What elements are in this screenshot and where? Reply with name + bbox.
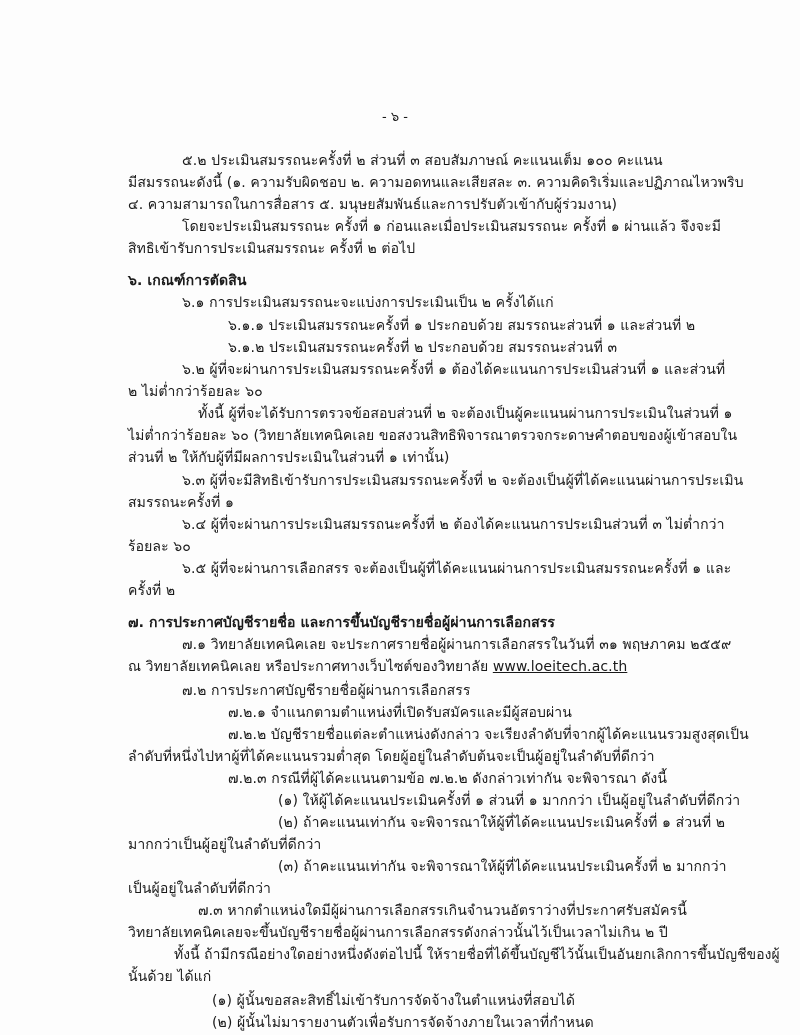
paragraph-line: ๗.๒.๒ บัญชีรายชื่อแต่ละตำแหน่งดังกล่าว จะเรียงลำดับที่จากผู้ได้คะแนนรวมสูงสุดเป็น — [228, 727, 749, 743]
paragraph-line: สมรรถนะครั้งที่ ๑ — [128, 495, 234, 511]
paragraph-line: ๗.๒.๓ กรณีที่ผู้ได้คะแนนตามข้อ ๗.๒.๒ ดังกล่าวเท่ากัน จะพิจารณา ดังนี้ — [228, 771, 668, 787]
website-link[interactable]: www.loeitech.ac.th — [492, 659, 628, 675]
paragraph-line: ไม่ต่ำกว่าร้อยละ ๖๐ (วิทยาลัยเทคนิคเลย ขอสงวนสิทธิพิจารณาตรวจกระดาษคำตอบของผู้เข้าสอบใน — [128, 428, 738, 444]
page-number: - ๖ - — [382, 110, 408, 125]
paragraph-line: ๖.๑.๑ ประเมินสมรรถนะครั้งที่ ๑ ประกอบด้วย สมรรถนะส่วนที่ ๑ และส่วนที่ ๒ — [228, 318, 696, 334]
paragraph-line: วิทยาลัยเทคนิคเลยจะขึ้นบัญชีรายชื่อผู้ผ่านการเลือกสรรดังกล่าวนั้นไว้เป็นเวลาไม่เกิน ๒ ปี — [128, 925, 668, 941]
paragraph-line: ร้อยละ ๖๐ — [128, 539, 191, 555]
paragraph-line: เป็นผู้อยู่ในลำดับที่ดีกว่า — [128, 881, 272, 897]
paragraph-line: (๑) ผู้นั้นขอสละสิทธิ์ไม่เข้ารับการจัดจ้างในตำแหน่งที่สอบได้ — [212, 993, 576, 1009]
paragraph-line: ส่วนที่ ๒ ให้กับผู้ที่มีผลการประเมินในส่วนที่ ๑ เท่านั้น) — [128, 450, 450, 466]
paragraph-line: (๒) ถ้าคะแนนเท่ากัน จะพิจารณาให้ผู้ที่ได้คะแนนประเมินครั้งที่ ๑ ส่วนที่ ๒ — [278, 815, 726, 831]
paragraph-line: โดยจะประเมินสมรรถนะ ครั้งที่ ๑ ก่อนและเมื่อประเมินสมรรถนะ ครั้งที่ ๑ ผ่านแล้ว จึงจะมี — [182, 219, 722, 235]
paragraph-line: ๖.๕ ผู้ที่จะผ่านการเลือกสรร จะต้องเป็นผู้ที่ได้คะแนนผ่านการประเมินสมรรถนะครั้งที่ ๑ และ — [182, 561, 732, 577]
paragraph-line: ๖.๑ การประเมินสมรรถนะจะแบ่งการประเมินเป็น ๒ ครั้งได้แก่ — [182, 295, 554, 311]
paragraph-line: ๗.๓ หากตำแหน่งใดมีผู้ผ่านการเลือกสรรเกินจำนวนอัตราว่างที่ประกาศรับสมัครนี้ — [198, 903, 687, 919]
paragraph-text: ณ วิทยาลัยเทคนิคเลย หรือประกาศทางเว็บไซต์ของวิทยาลัย — [128, 659, 493, 675]
paragraph-line: ทั้งนี้ ถ้ามีกรณีอย่างใดอย่างหนึ่งดังต่อไปนี้ ให้รายชื่อที่ได้ขึ้นบัญชีไว้นั้นเป็นอันยกเลิกการขึ้นบัญชีของผู้ — [174, 947, 780, 963]
paragraph-line: นั้นด้วย ได้แก่ — [128, 969, 212, 985]
paragraph-line: ๖.๓ ผู้ที่จะมีสิทธิเข้ารับการประเมินสมรรถนะครั้งที่ ๒ จะต้องเป็นผู้ที่ได้คะแนนผ่านการประเมิน — [182, 473, 744, 489]
paragraph-line — [128, 658, 627, 676]
paragraph-line: ๔. ความสามารถในการสื่อสาร ๕. มนุษยสัมพันธ์และการปรับตัวเข้ากับผู้ร่วมงาน) — [128, 197, 618, 213]
paragraph-line: (๒) ผู้นั้นไม่มารายงานตัวเพื่อรับการจัดจ้างภายในเวลาที่กำหนด — [212, 1015, 594, 1031]
paragraph-line: ๗.๒ การประกาศบัญชีรายชื่อผู้ผ่านการเลือกสรร — [182, 683, 471, 699]
section-heading: ๗. การประกาศบัญชีรายชื่อ และการขึ้นบัญชีรายชื่อผู้ผ่านการเลือกสรร — [128, 615, 555, 631]
paragraph-line: ๗.๑ วิทยาลัยเทคนิคเลย จะประกาศรายชื่อผู้ผ่านการเลือกสรรในวันที่ ๓๑ พฤษภาคม ๒๕๕๙ — [182, 637, 732, 653]
paragraph-line: ๕.๒ ประเมินสมรรถนะครั้งที่ ๒ ส่วนที่ ๓ สอบสัมภาษณ์ คะแนนเต็ม ๑๐๐ คะแนน — [182, 153, 663, 169]
paragraph-line: ลำดับที่หนึ่งไปหาผู้ที่ได้คะแนนรวมต่ำสุด โดยผู้อยู่ในลำดับต้นจะเป็นผู้อยู่ในลำดับที่ดีกว่า — [128, 749, 655, 765]
paragraph-line: สิทธิเข้ารับการประเมินสมรรถนะ ครั้งที่ ๒ ต่อไป — [128, 241, 416, 257]
paragraph-line: ๗.๒.๑ จำแนกตามตำแหน่งที่เปิดรับสมัครและมีผู้สอบผ่าน — [228, 705, 572, 721]
paragraph-line: มีสมรรถนะดังนี้ (๑. ความรับผิดชอบ ๒. ความอดทนและเสียสละ ๓. ความคิดริเริ่มและปฏิภาณไหวพริบ — [128, 175, 744, 191]
paragraph-line: ๖.๑.๒ ประเมินสมรรถนะครั้งที่ ๒ ประกอบด้วย สมรรถนะส่วนที่ ๓ — [228, 340, 618, 356]
paragraph-line: ๖.๒ ผู้ที่จะผ่านการประเมินสมรรถนะครั้งที่ ๑ ต้องได้คะแนนการประเมินส่วนที่ ๑ และส่วนที่ — [182, 362, 726, 378]
section-heading: ๖. เกณฑ์การตัดสิน — [128, 273, 247, 289]
paragraph-line: ๖.๔ ผู้ที่จะผ่านการประเมินสมรรถนะครั้งที่ ๒ ต้องได้คะแนนการประเมินส่วนที่ ๓ ไม่ต่ำกว่า — [182, 517, 725, 533]
paragraph-line: ๒ ไม่ต่ำกว่าร้อยละ ๖๐ — [128, 384, 263, 400]
paragraph-line: ครั้งที่ ๒ — [128, 583, 176, 599]
paragraph-line: (๓) ถ้าคะแนนเท่ากัน จะพิจารณาให้ผู้ที่ได้คะแนนประเมินครั้งที่ ๒ มากกว่า — [278, 859, 727, 875]
paragraph-line: ทั้งนี้ ผู้ที่จะได้รับการตรวจข้อสอบส่วนที่ ๒ จะต้องเป็นผู้คะแนนผ่านการประเมินในส่วนที่ ๑ — [198, 406, 733, 422]
paragraph-line: (๑) ให้ผู้ได้คะแนนประเมินครั้งที่ ๑ ส่วนที่ ๑ มากกว่า เป็นผู้อยู่ในลำดับที่ดีกว่า — [278, 793, 741, 809]
paragraph-line: มากกว่าเป็นผู้อยู่ในลำดับที่ดีกว่า — [128, 837, 322, 853]
